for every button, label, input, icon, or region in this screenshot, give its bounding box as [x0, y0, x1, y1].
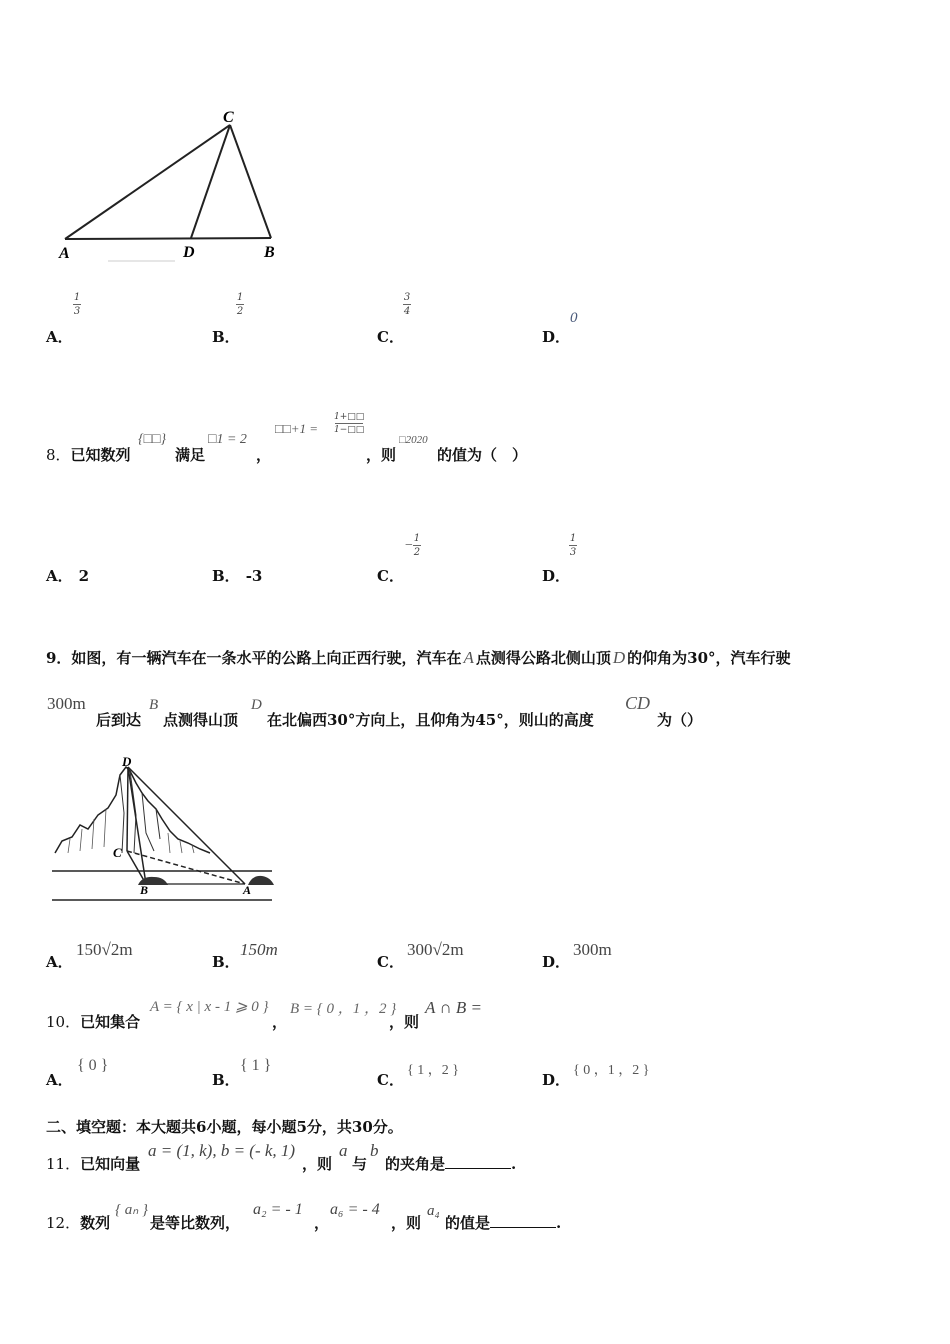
q10-set-a: A = { x | x - 1 ⩾ 0 }: [150, 999, 269, 1015]
q7-option-d[interactable]: D．: [542, 328, 571, 346]
q12-a6: a₆ = - 4: [330, 1201, 380, 1218]
q9-option-d-value: 300m: [573, 940, 612, 959]
q12-then: ，则: [391, 1214, 422, 1232]
q8-then: ，则: [366, 446, 397, 464]
q11-and: 与: [352, 1155, 368, 1173]
q8-comma: ，: [256, 446, 272, 464]
q7-option-b-value: 1 2: [236, 292, 244, 317]
q9-option-a[interactable]: A．: [46, 953, 73, 971]
q12-stem: 12．数列: [46, 1214, 111, 1232]
q7-option-b[interactable]: B．: [212, 328, 240, 346]
mountain-outline: [55, 767, 210, 853]
q9-direction: 在北偏西30°方向上，且仰角为45°，则山的高度: [267, 711, 594, 729]
q8-stem: 8．已知数列: [46, 446, 131, 464]
q7-option-c-value: 3 4: [403, 292, 411, 317]
q9-point-b: B: [149, 697, 159, 713]
fig-label-b: B: [140, 883, 149, 897]
q8-option-a[interactable]: A． 2: [46, 567, 90, 585]
q11-b: b: [370, 1141, 379, 1160]
q9-option-a-value: 150√2m: [76, 940, 133, 959]
fig-label-a: A: [243, 883, 252, 897]
q9-option-c[interactable]: C．: [377, 953, 404, 971]
q8-ask: 的值为（ ）: [437, 446, 528, 464]
q9-option-b[interactable]: B．: [212, 953, 240, 971]
q9-line1: 9．如图，有一辆汽车在一条水平的公路上向正西行驶，汽车在 A 点测得公路北侧山顶 D 的仰角为30°，汽车行驶: [46, 648, 791, 667]
segment-cb: [230, 125, 271, 238]
point-b-label: B: [264, 244, 275, 261]
mountain-figure: [50, 753, 275, 903]
section2-title: 二、填空题：本大题共6小题，每小题5分，共30分。: [46, 1118, 403, 1136]
q9-option-b-value: 150m: [240, 940, 278, 959]
q11-a: a: [339, 1141, 348, 1160]
q7-option-a[interactable]: A．: [46, 328, 73, 346]
q9-option-d[interactable]: D．: [542, 953, 571, 971]
q10-stem: 10．已知集合: [46, 1013, 141, 1031]
q12-a2: a₂ = - 1: [253, 1201, 303, 1218]
triangle-figure: [50, 100, 290, 265]
q11-vectors: a = (1, k), b = (- k, 1): [148, 1141, 296, 1160]
point-c-label: C: [223, 109, 234, 126]
q8-cond1: □1 = 2: [208, 432, 247, 447]
q9-measure: 点测得山顶: [163, 711, 239, 729]
q7-option-c[interactable]: C．: [377, 328, 404, 346]
q10-then: ，则: [389, 1013, 420, 1031]
q11-then: ，则: [302, 1155, 333, 1173]
point-d-label: D: [183, 244, 195, 261]
q11-answer-blank[interactable]: [445, 1154, 511, 1169]
q10-option-c[interactable]: C．: [377, 1071, 404, 1089]
fig-label-d: D: [122, 754, 132, 769]
q11-stem: 11．已知向量: [46, 1155, 141, 1173]
q9-arrive: 后到达: [96, 711, 142, 729]
line-d-c: [127, 767, 128, 851]
q9-point-d: D: [251, 697, 262, 713]
q12-value: 的值是 .: [445, 1214, 562, 1232]
q12-seq: { aₙ }: [115, 1202, 148, 1218]
q10-comma: ，: [272, 1013, 288, 1031]
q7-option-a-value: 1 3: [73, 292, 81, 317]
q11-angle: 的夹角是 .: [385, 1155, 517, 1173]
q10-option-c-value: { 1 ，2 }: [407, 1063, 459, 1078]
q8-option-d[interactable]: D．: [542, 567, 571, 585]
car-a: [248, 876, 274, 885]
q8-option-c[interactable]: C．: [377, 567, 404, 585]
q10-option-a-value: { 0 }: [77, 1057, 109, 1074]
q8-satisfy: 满足: [175, 446, 206, 464]
q8-option-b[interactable]: B． -3: [212, 567, 263, 585]
q8-target: □2020: [399, 434, 428, 446]
q10-option-d[interactable]: D．: [542, 1071, 571, 1089]
q10-option-b[interactable]: B．: [212, 1071, 240, 1089]
q12-answer-blank[interactable]: [490, 1213, 556, 1228]
q12-comma: ，: [314, 1214, 330, 1232]
q12-geometric: 是等比数列，: [150, 1214, 241, 1232]
q9-option-c-value: 300√2m: [407, 940, 464, 959]
q8-option-d-value: 1 3: [569, 533, 577, 558]
q12-a4: a₄: [427, 1203, 440, 1219]
q8-seq: {□□}: [138, 432, 167, 447]
point-a-label: A: [59, 245, 70, 262]
q8-option-c-value: − $\frac{1}{2}$: [405, 533, 421, 558]
q10-expr: A ∩ B =: [425, 998, 482, 1017]
q10-set-b: B = { 0 ，1 ，2 }: [290, 1001, 397, 1017]
segment-ac: [65, 125, 230, 239]
q10-option-b-value: { 1 }: [240, 1057, 272, 1074]
fig-label-c: C: [113, 845, 122, 860]
q9-ask: 为（）: [657, 711, 703, 729]
segment-cd: [191, 125, 230, 238]
q8-recur-frac: 1+□□ 1−□□: [334, 412, 365, 435]
q8-recur-lhs: □□+1 =: [275, 421, 318, 436]
q10-option-a[interactable]: A．: [46, 1071, 73, 1089]
q9-cd: CD: [625, 693, 651, 713]
q9-distance: 300m: [47, 694, 86, 713]
mountain-hatching: [68, 809, 194, 853]
q7-option-d-value: 0: [570, 310, 578, 326]
q10-option-d-value: { 0 ，1 ，2 }: [573, 1063, 650, 1078]
segment-ab: [65, 238, 271, 239]
